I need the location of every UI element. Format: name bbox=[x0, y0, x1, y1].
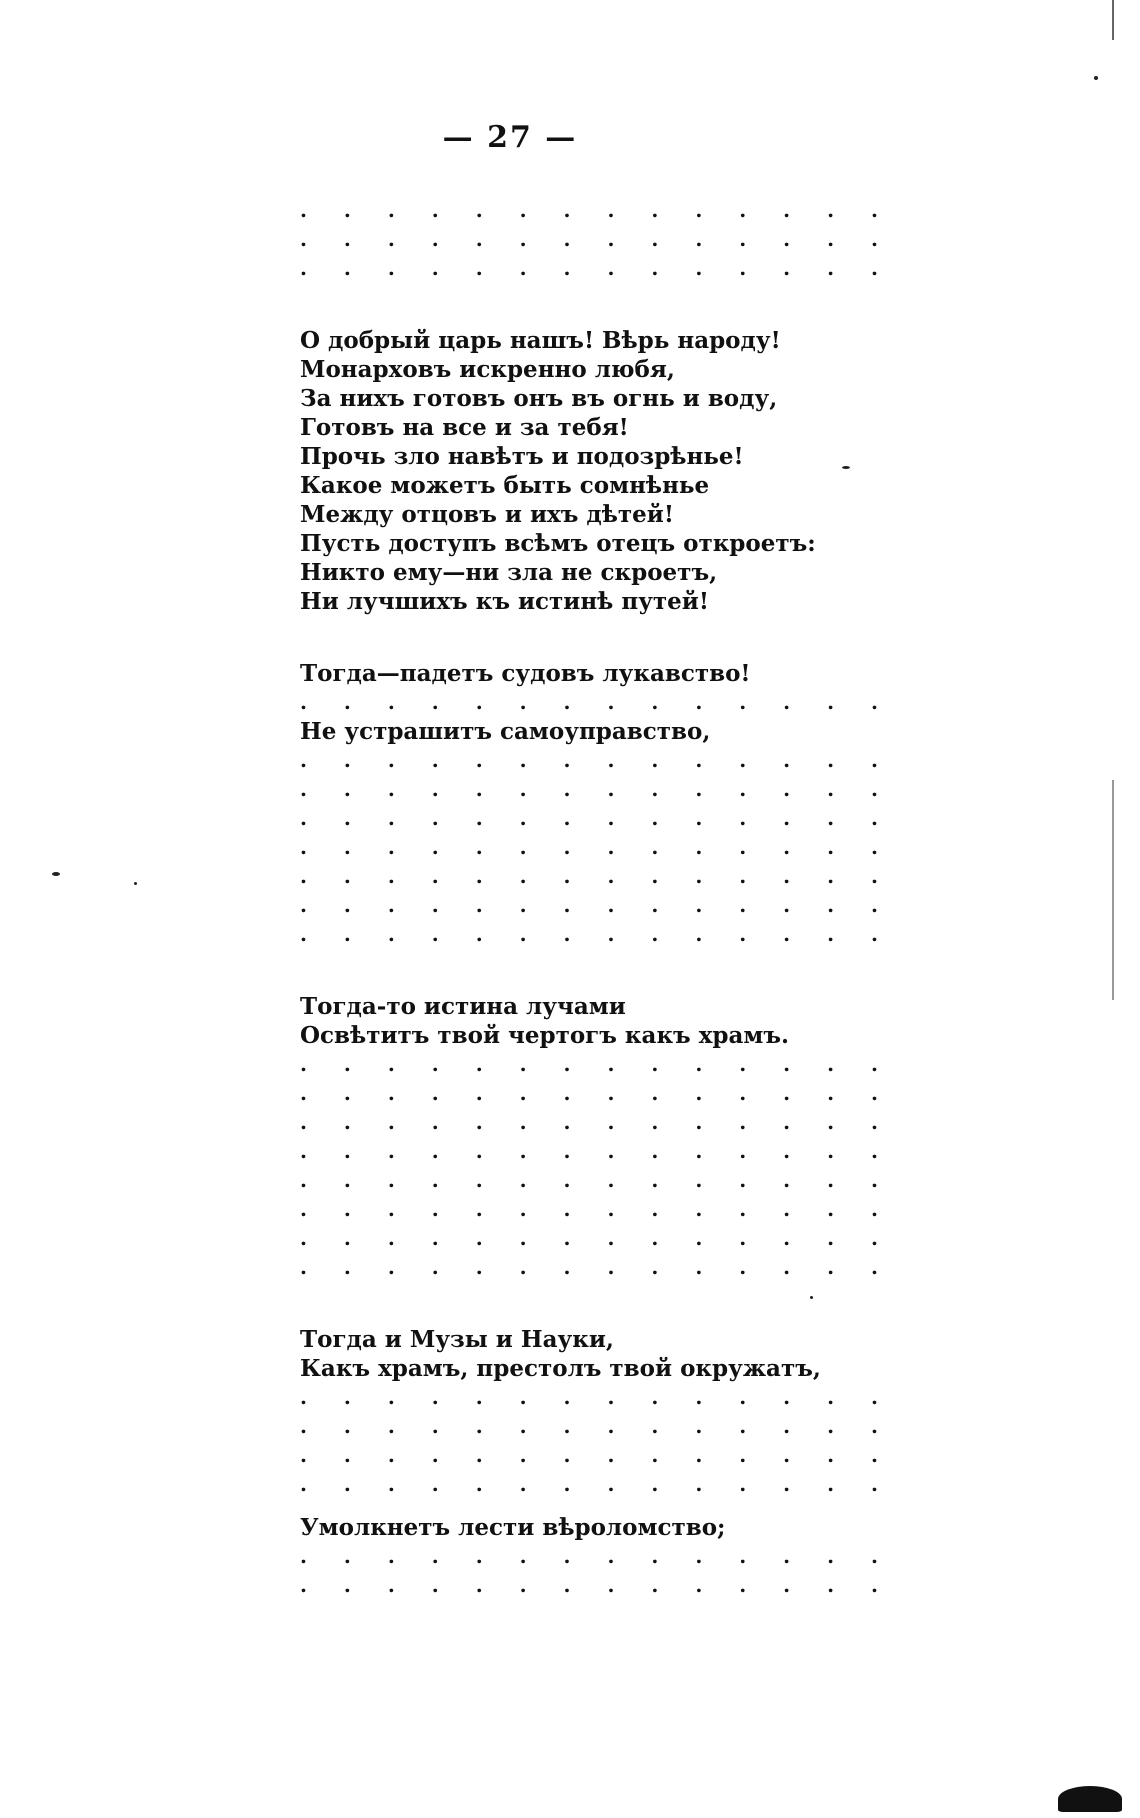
ellipsis-row: . . . . . . . . . . . . . . bbox=[300, 893, 893, 917]
ellipsis-row: . . . . . . . . . . . . . . bbox=[300, 748, 893, 772]
scan-speck bbox=[52, 872, 60, 876]
ellipsis-row: . . . . . . . . . . . . . . bbox=[300, 1443, 893, 1467]
ellipsis-row: . . . . . . . . . . . . . . bbox=[300, 198, 893, 222]
poem-line: Тогда и Музы и Науки, bbox=[300, 1326, 614, 1353]
poem-line: Никто ему—ни зла не скроетъ, bbox=[300, 559, 718, 586]
page-number: — 27 — bbox=[442, 120, 578, 155]
poem-line: Умолкнетъ лести вѣроломство; bbox=[300, 1514, 726, 1541]
scan-edge-mark bbox=[1112, 0, 1114, 40]
stanza-5 bbox=[300, 1513, 893, 1600]
ellipsis-row: . . . . . . . . . . . . . . bbox=[300, 1226, 893, 1250]
poem-line: Какъ храмъ, престолъ твой окружатъ, bbox=[300, 1355, 821, 1382]
ellipsis-row: . . . . . . . . . . . . . . bbox=[300, 690, 893, 714]
poem-line: О добрый царь нашъ! Вѣрь народу! bbox=[300, 327, 781, 354]
ellipsis-row: . . . . . . . . . . . . . . bbox=[300, 864, 893, 888]
scan-speck bbox=[842, 466, 850, 469]
ellipsis-row: . . . . . . . . . . . . . . bbox=[300, 1052, 893, 1076]
ellipsis-row: . . . . . . . . . . . . . . bbox=[300, 1197, 893, 1221]
poem-line: Не устрашитъ самоуправство, bbox=[300, 718, 711, 745]
scan-speck bbox=[134, 882, 137, 885]
poem-line: Между отцовъ и ихъ дѣтей! bbox=[300, 501, 674, 528]
poem-line: Тогда-то истина лучами bbox=[300, 993, 626, 1020]
poem-line: Освѣтитъ твой чертогъ какъ храмъ. bbox=[300, 1022, 790, 1049]
poem-line: Готовъ на все и за тебя! bbox=[300, 414, 629, 441]
ellipsis-row: . . . . . . . . . . . . . . bbox=[300, 777, 893, 801]
ellipsis-row: . . . . . . . . . . . . . . bbox=[300, 256, 893, 280]
ellipsis-row: . . . . . . . . . . . . . . bbox=[300, 806, 893, 830]
poem-line: Пусть доступъ всѣмъ отецъ откроетъ: bbox=[300, 530, 816, 557]
ellipsis-row: . . . . . . . . . . . . . . bbox=[300, 1414, 893, 1438]
ellipsis-row: . . . . . . . . . . . . . . bbox=[300, 1110, 893, 1134]
poem-line: Какое можетъ быть сомнѣнье bbox=[300, 472, 710, 499]
scan-edge-mark bbox=[1112, 780, 1114, 1000]
ellipsis-row: . . . . . . . . . . . . . . bbox=[300, 1081, 893, 1105]
ellipsis-row: . . . . . . . . . . . . . . bbox=[300, 835, 893, 859]
stanza-3 bbox=[300, 992, 893, 1282]
stanza-1 bbox=[300, 326, 816, 616]
ellipsis-row: . . . . . . . . . . . . . . bbox=[300, 1255, 893, 1279]
stanza-2 bbox=[300, 659, 893, 949]
poem-line: Монарховъ искренно любя, bbox=[300, 356, 675, 383]
ellipsis-row: . . . . . . . . . . . . . . bbox=[300, 227, 893, 251]
poem-line: Прочь зло навѣтъ и подозрѣнье! bbox=[300, 443, 744, 470]
ellipsis-row: . . . . . . . . . . . . . . bbox=[300, 1385, 893, 1409]
poem-line: За нихъ готовъ онъ въ огнь и воду, bbox=[300, 385, 778, 412]
scan-speck bbox=[1094, 76, 1098, 80]
ellipsis-row: . . . . . . . . . . . . . . bbox=[300, 1168, 893, 1192]
ellipsis-row: . . . . . . . . . . . . . . bbox=[300, 1472, 893, 1496]
stanza-4 bbox=[300, 1325, 893, 1499]
ellipsis-row: . . . . . . . . . . . . . . bbox=[300, 1573, 893, 1597]
ellipsis-row: . . . . . . . . . . . . . . bbox=[300, 922, 893, 946]
ellipsis-row: . . . . . . . . . . . . . . bbox=[300, 1544, 893, 1568]
scan-blot bbox=[1058, 1786, 1122, 1812]
scan-speck bbox=[810, 1296, 813, 1299]
poem-line: Тогда—падетъ судовъ лукавство! bbox=[300, 660, 751, 687]
ellipsis-row: . . . . . . . . . . . . . . bbox=[300, 1139, 893, 1163]
poem-body bbox=[300, 196, 893, 1600]
poem-line: Ни лучшихъ къ истинѣ путей! bbox=[300, 588, 709, 615]
